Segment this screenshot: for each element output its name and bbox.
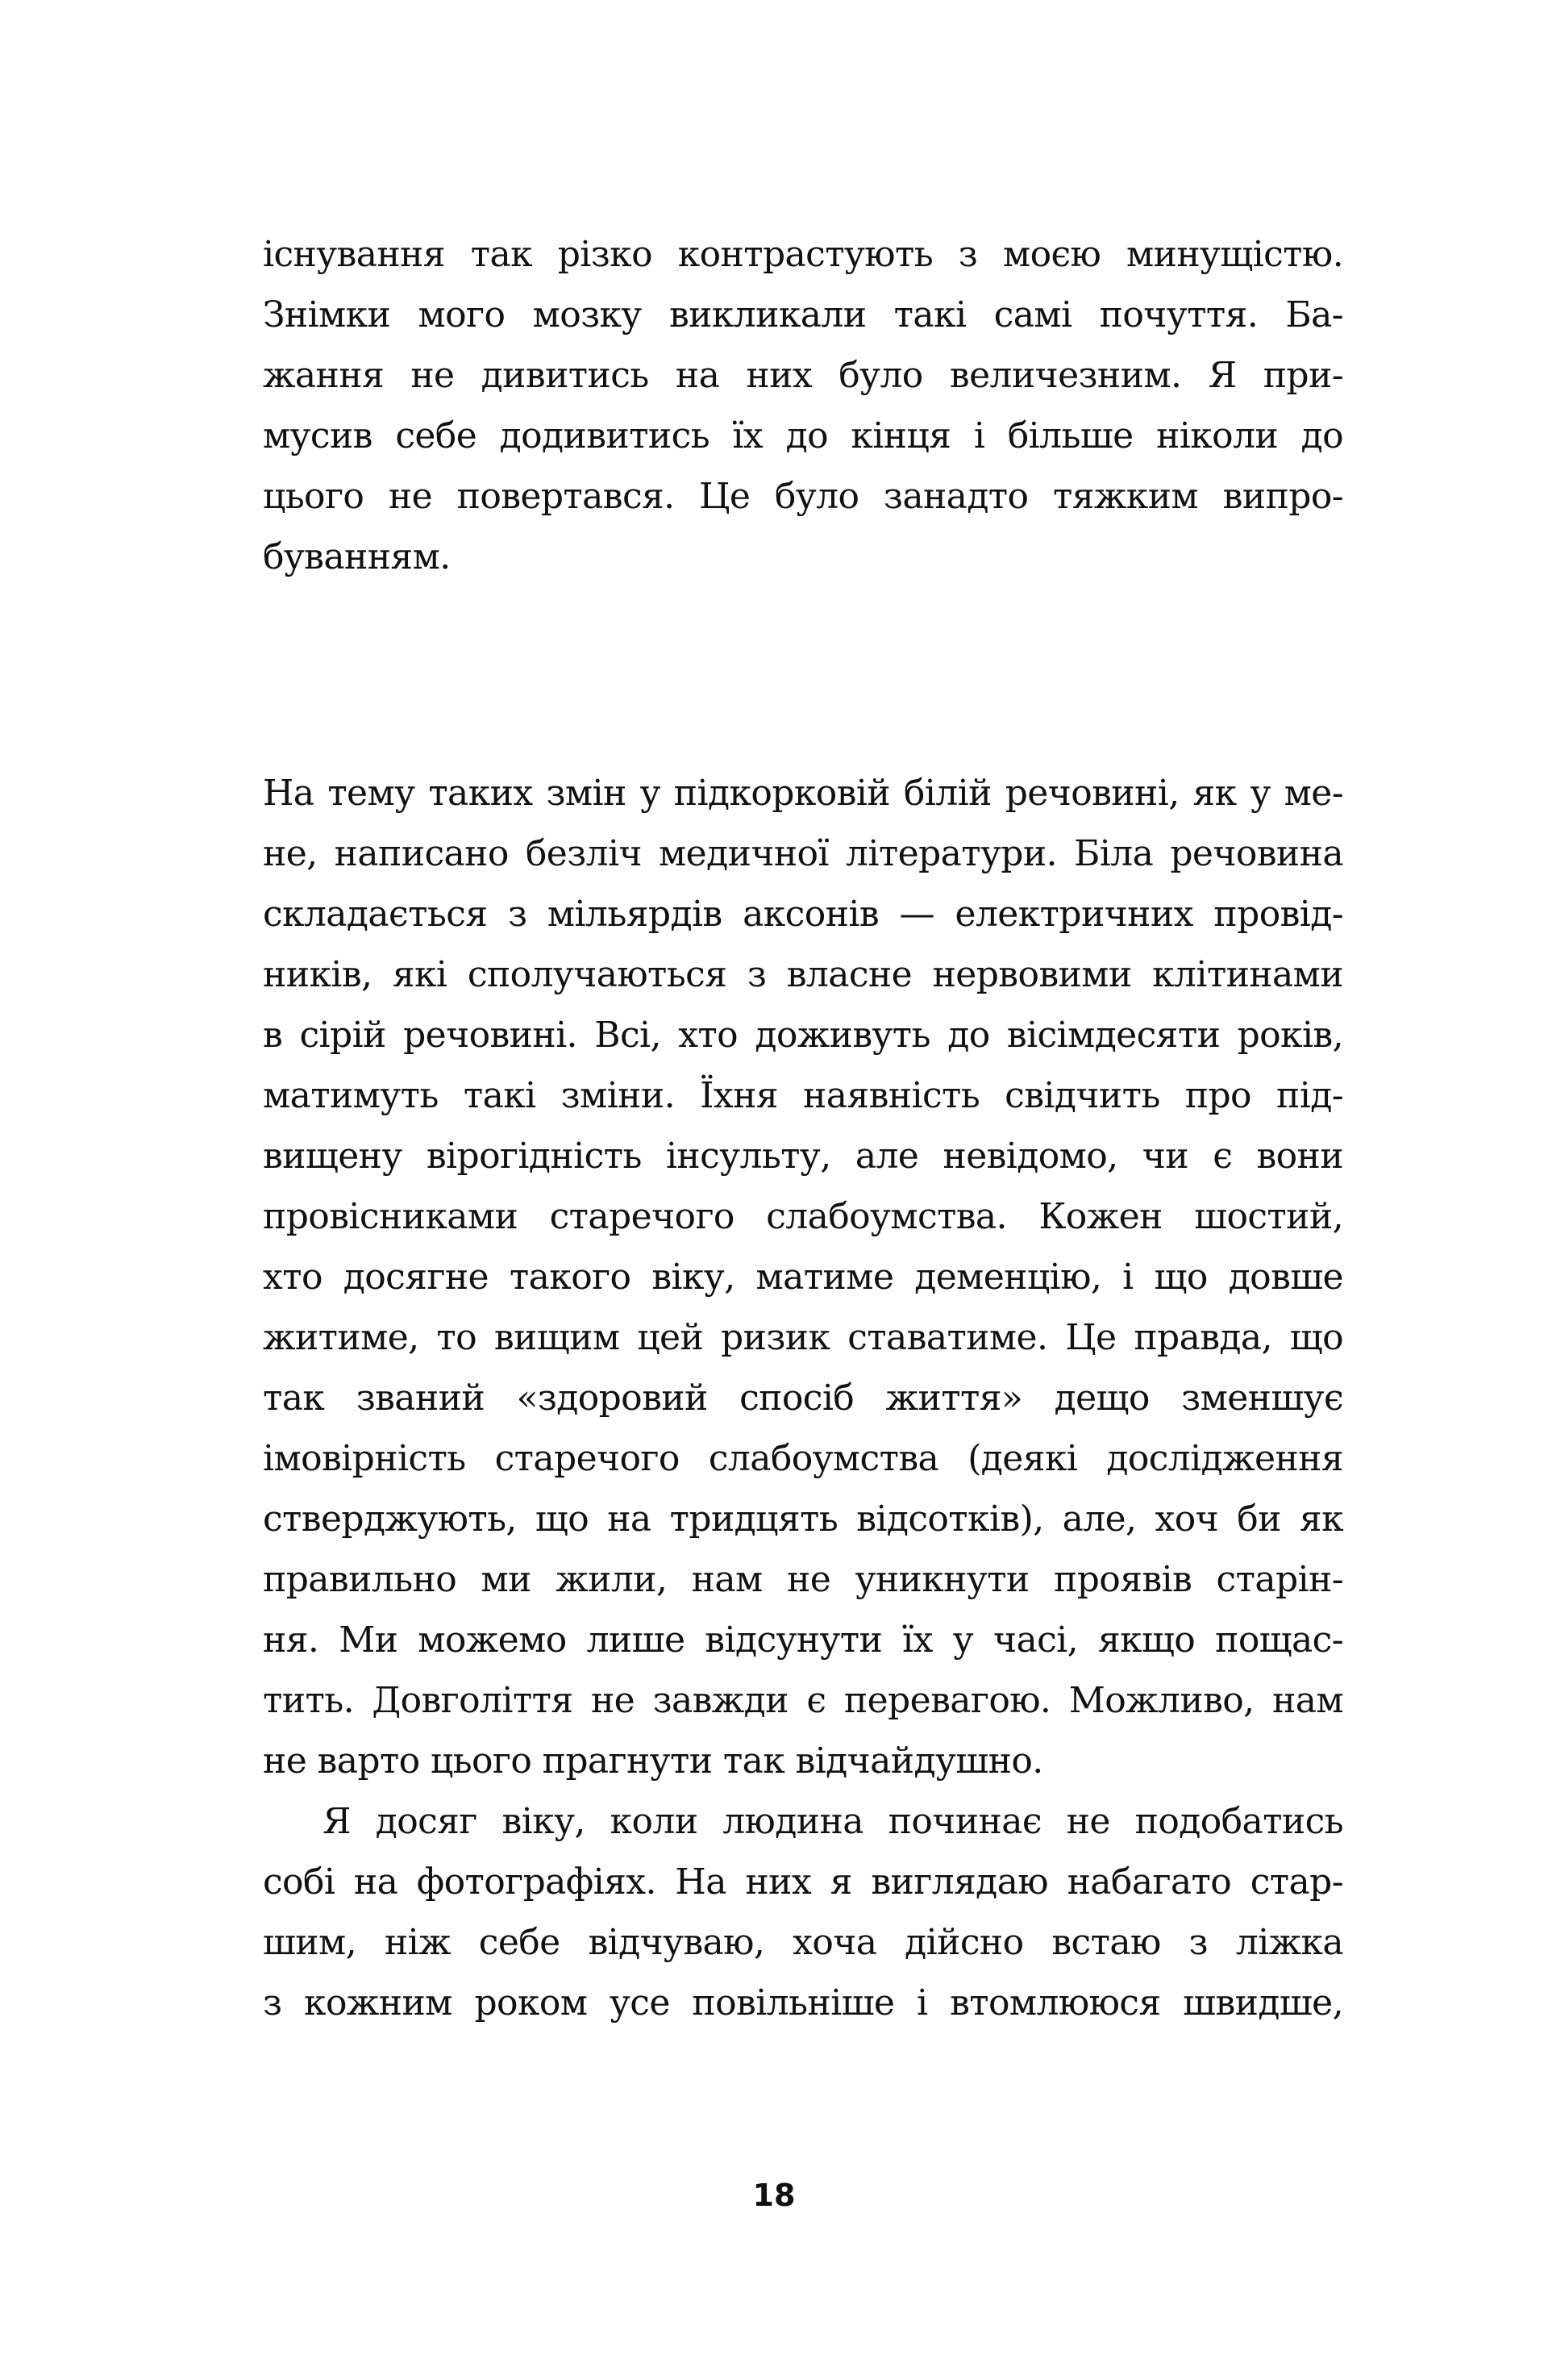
text-line: провісниками старечого слабоумства. Кожен шостий,	[263, 1196, 1343, 1237]
text-line: так званий «здоровий спосіб життя» дещо зменшує	[263, 1378, 1343, 1419]
text-line: ня. Ми можемо лише відсунути їх у часі, якщо пощас-	[263, 1619, 1343, 1661]
text-line: стверджують, що на тридцять відсотків), але, хоч би як	[263, 1498, 1343, 1540]
text-line: цього не повертався. Це було занадто тяжким випро-	[263, 476, 1343, 517]
text-line: правильно ми жили, нам не уникнути проявів старін-	[263, 1559, 1343, 1600]
text-line: житиме, то вищим цей ризик ставатиме. Це правда, що	[263, 1317, 1343, 1358]
text-line: тить. Довголіття не завжди є перевагою. Можливо, нам	[263, 1680, 1343, 1721]
paragraph-white-matter	[263, 763, 1343, 1791]
text-line: На тему таких змін у підкорковій білій речовині, як у ме-	[263, 773, 1343, 814]
text-line: матимуть такі зміни. Їхня наявність свідчить про під-	[263, 1075, 1343, 1116]
text-line: жання не дивитись на них було величезним. Я при-	[263, 355, 1343, 396]
page-number: 18	[752, 2178, 796, 2213]
text-line: буванням.	[263, 536, 451, 577]
text-line: вищену вірогідність інсульту, але невідомо, чи є вони	[263, 1136, 1343, 1177]
text-line: Знімки мого мозку викликали такі самі почуття. Ба-	[263, 294, 1343, 336]
text-line: ників, які сполучаються з власне нервовими клітинами	[263, 954, 1343, 995]
text-line: з кожним роком усе повільніше і втомлююся швидше,	[263, 1982, 1343, 2024]
paragraph-group	[263, 763, 1343, 2033]
text-line: не варто цього прагнути так відчайдушно.	[263, 1740, 1043, 1782]
paragraph-photographs	[263, 1791, 1343, 2033]
text-line: Я досяг віку, коли людина починає не подобатись	[322, 1801, 1343, 1842]
text-line: в сірій речовині. Всі, хто доживуть до вісімдесяти років,	[263, 1015, 1343, 1056]
text-line: складається з мільярдів аксонів — електричних провід-	[263, 894, 1343, 935]
text-line: мусив себе додивитись їх до кінця і більше ніколи до	[263, 415, 1343, 456]
text-line: існування так різко контрастують з моєю минущістю.	[263, 234, 1343, 275]
text-line: хто досягне такого віку, матиме деменцію, і що довше	[263, 1257, 1343, 1298]
paragraph-continuation	[263, 224, 1343, 587]
text-line: імовірність старечого слабоумства (деякі дослідження	[263, 1438, 1343, 1479]
text-line: собі на фотографіях. На них я виглядаю набагато стар-	[263, 1861, 1343, 1903]
text-line: не, написано безліч медичної літератури. Біла речовина	[263, 833, 1343, 874]
text-line: шим, ніж себе відчуваю, хоча дійсно встаю з ліжка	[263, 1922, 1343, 1963]
